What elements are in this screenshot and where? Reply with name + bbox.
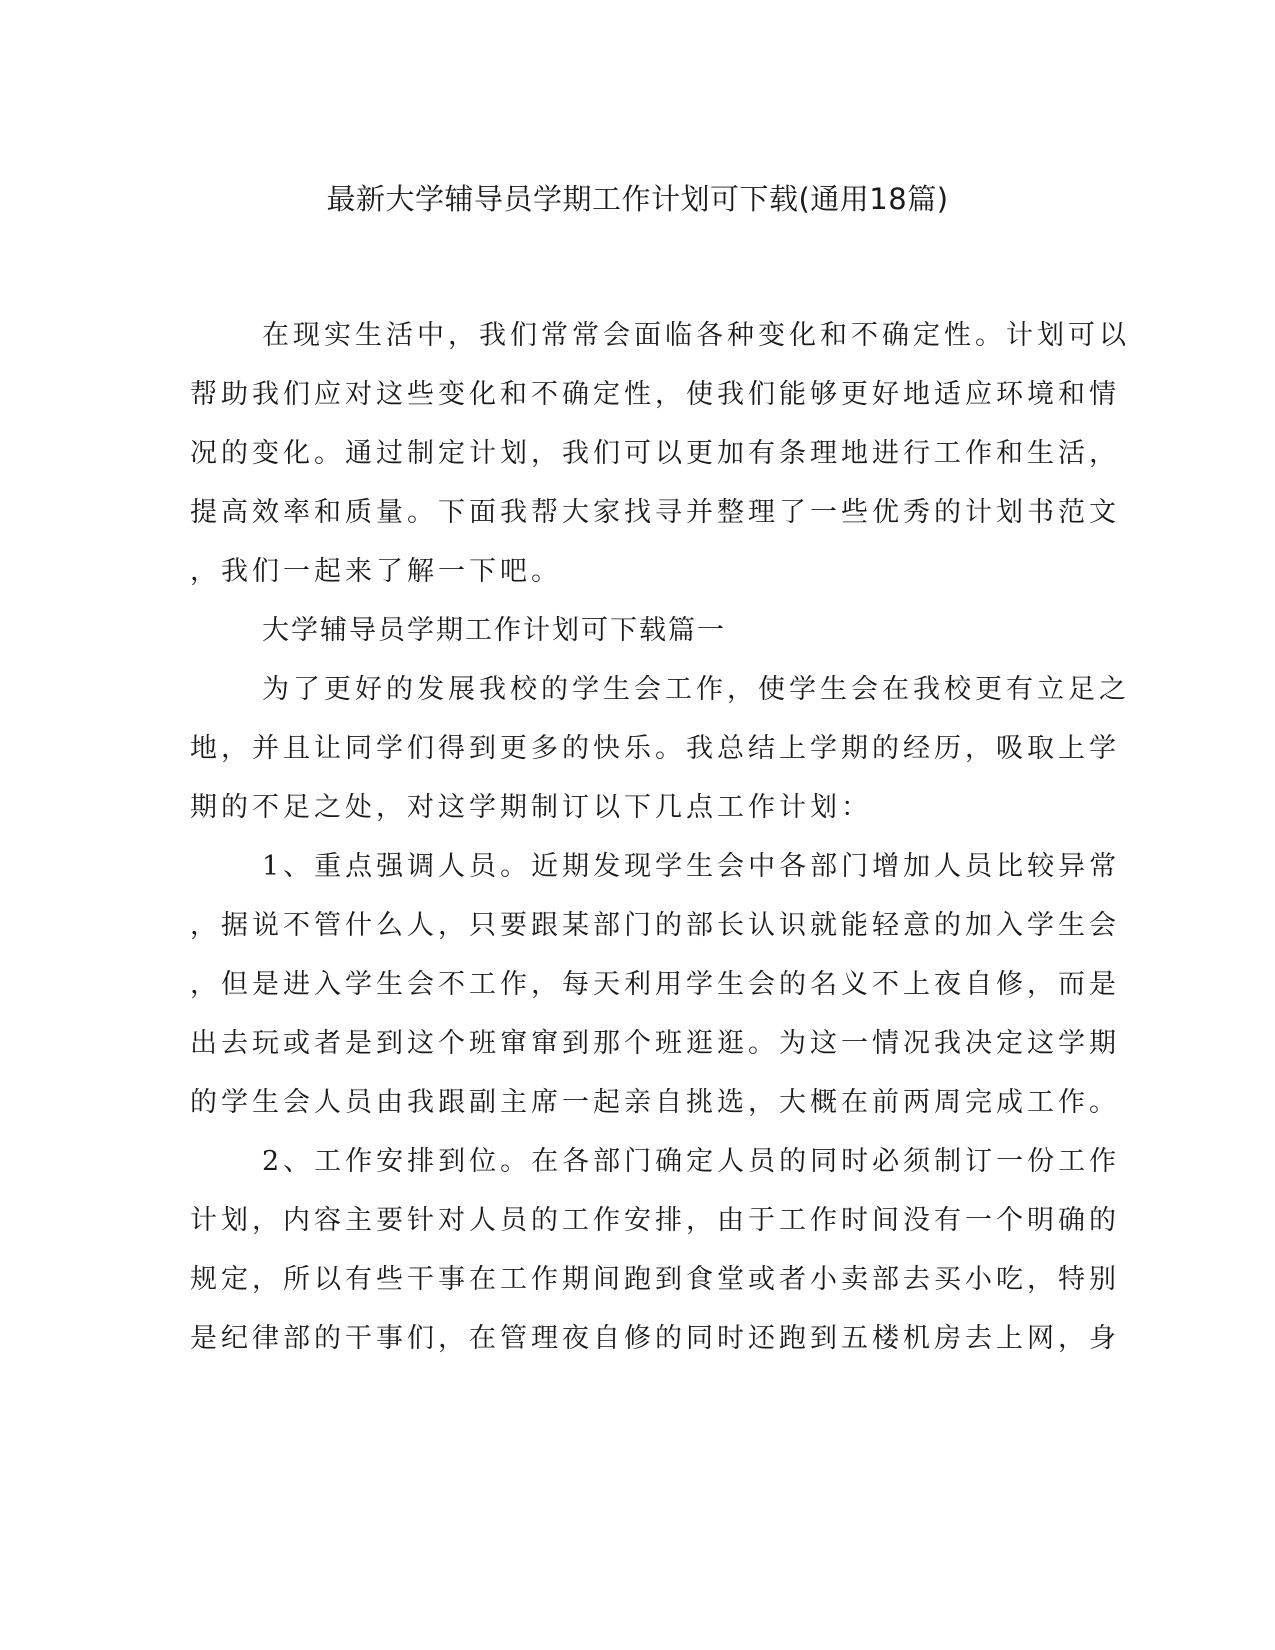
body-line: 1、重点强调人员。近期发现学生会中各部门增加人员比较异常 [262,851,1121,882]
body-line: 计划，内容主要针对人员的工作安排，由于工作时间没有一个明确的 [190,1205,1120,1236]
body-line: ，据说不管什么人，只要跟某部门的部长认识就能轻意的加入学生会 [190,910,1120,941]
body-line: 出去玩或者是到这个班窜窜到那个班逛逛。为这一情况我决定这学期 [190,1028,1120,1059]
document-title: 最新大学辅导员学期工作计划可下载(通用18篇) [326,182,949,216]
body-line: 规定，所以有些干事在工作期间跑到食堂或者小卖部去买小吃，特别 [190,1264,1120,1295]
body-line: 的学生会人员由我跟副主席一起亲自挑选，大概在前两周完成工作。 [190,1087,1120,1118]
body-line: 况的变化。通过制定计划，我们可以更加有条理地进行工作和生活， [190,438,1120,469]
body-line: 在现实生活中，我们常常会面临各种变化和不确定性。计划可以 [262,320,1130,351]
section-heading: 大学辅导员学期工作计划可下载篇一 [262,615,726,646]
body-line: 帮助我们应对这些变化和不确定性，使我们能够更好地适应环境和情 [190,379,1120,410]
body-line: 期的不足之处，对这学期制订以下几点工作计划： [190,792,872,823]
body-line: ，我们一起来了解一下吧。 [190,556,562,587]
body-line: 为了更好的发展我校的学生会工作，使学生会在我校更有立足之 [262,674,1130,705]
body-line: ，但是进入学生会不工作，每天利用学生会的名义不上夜自修，而是 [190,969,1120,1000]
body-line: 地，并且让同学们得到更多的快乐。我总结上学期的经历，吸取上学 [190,733,1120,764]
body-line: 2、工作安排到位。在各部门确定人员的同时必须制订一份工作 [262,1146,1121,1177]
body-line: 提高效率和质量。下面我帮大家找寻并整理了一些优秀的计划书范文 [190,497,1120,528]
body-line: 是纪律部的干事们，在管理夜自修的同时还跑到五楼机房去上网，身 [190,1323,1120,1354]
